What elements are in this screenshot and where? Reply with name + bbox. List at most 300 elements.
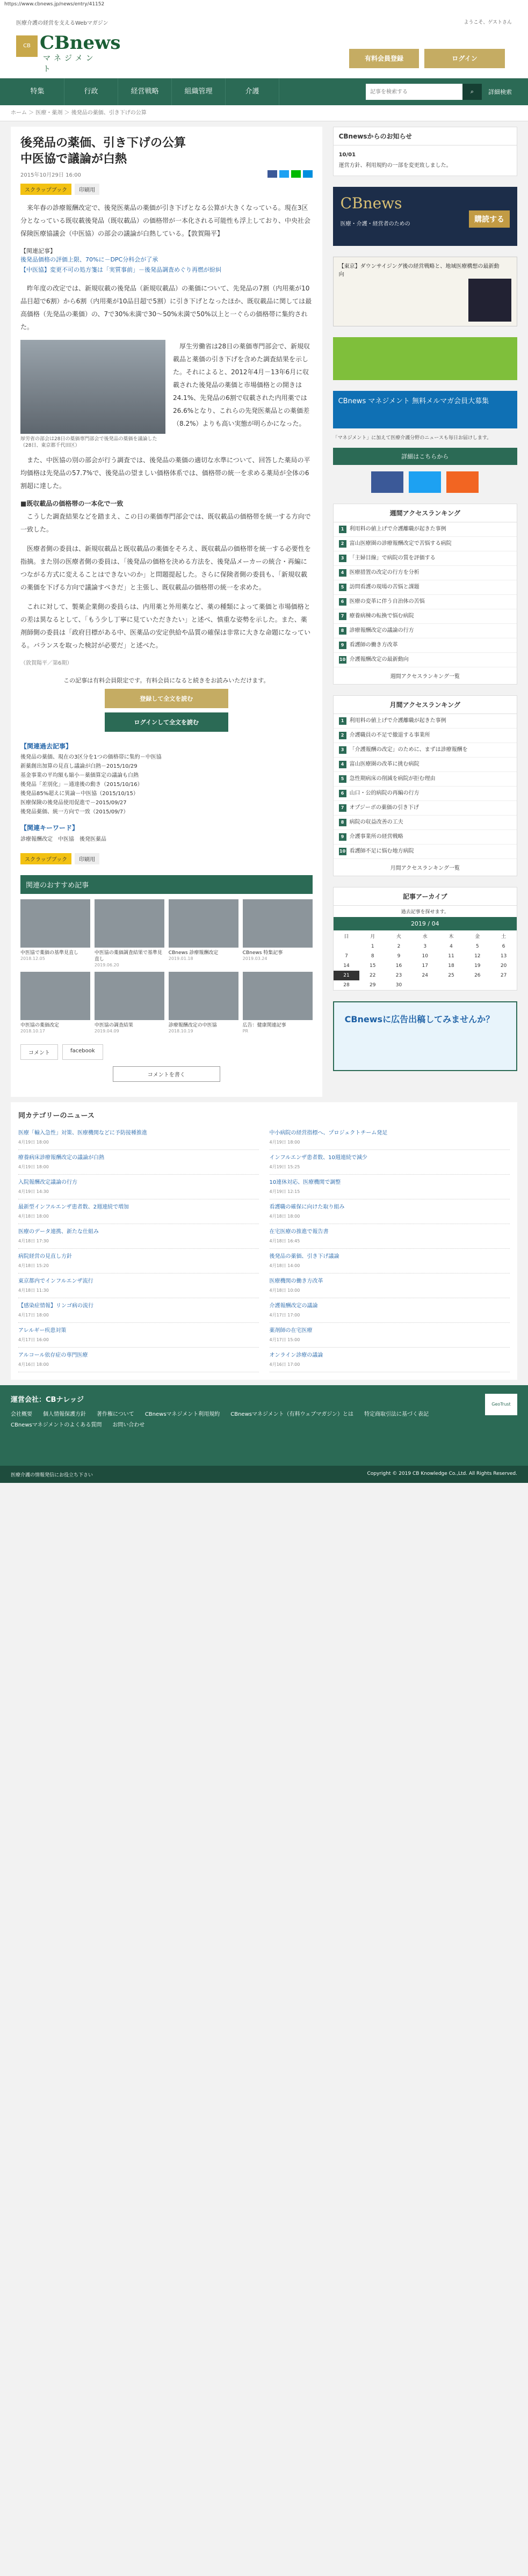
rank-number: 4	[339, 761, 346, 768]
category-date: 4月18日 18:00	[18, 1214, 49, 1219]
past-article-link[interactable]: 医療保険の後発品使用促進で－2015/09/27	[20, 799, 127, 806]
calendar-day[interactable]: 2	[397, 943, 401, 949]
intro-text: 「マネジメント」に加えて医療介護分野のニュースも毎日お届けします。	[332, 435, 492, 441]
rank-number: 8	[339, 627, 346, 635]
rec-thumb	[169, 972, 238, 1020]
logo-sub: マネジメント	[43, 54, 97, 74]
category-item[interactable]	[270, 1274, 510, 1298]
rank-title[interactable]: 医療の変革に伴う自治体の苦悩	[349, 598, 425, 605]
rec-card[interactable]	[95, 972, 164, 1034]
calendar-day[interactable]: 10	[422, 953, 428, 959]
rec-title[interactable]: 診療報酬改定の中医協	[168, 1023, 217, 1029]
calendar-weekday: 火	[396, 934, 401, 940]
nav-item-4[interactable]: 介護	[226, 78, 279, 105]
past-article-link[interactable]: 後発品「差別化」－通達後の動き（2015/10/16）	[20, 781, 143, 788]
category-heading: 同カテゴリーのニュース	[18, 1112, 95, 1120]
calendar-day[interactable]: 12	[474, 953, 481, 959]
rec-title[interactable]: 中医協の薬価改定	[20, 1023, 60, 1029]
calendar-day[interactable]: 4	[450, 943, 453, 949]
breadcrumb: ホーム ＞ 医療・薬剤 ＞ 後発品の薬価、引き下げの公算	[0, 105, 528, 121]
month-item[interactable]	[334, 772, 517, 787]
month-title[interactable]: オプジーボの薬価の引き下げ	[349, 804, 419, 811]
rec-thumb	[243, 972, 313, 1020]
rank-number: 2	[339, 732, 346, 739]
rec-date: 2018.10.19	[168, 1029, 193, 1034]
category-title[interactable]: 看護職の確保に向けた取り組み	[269, 1204, 345, 1211]
category-item[interactable]	[18, 1224, 259, 1249]
url-bar: https://www.cbnews.jp/news/entry/41152	[0, 0, 528, 9]
rank-title[interactable]: 訪問看護の現場の苦悩と課題	[349, 584, 419, 590]
rank-title[interactable]: 利用料の値上げで介護離職が起きた事例	[349, 526, 446, 532]
month-title[interactable]: 富山医療圏の改革に挑む病院	[349, 761, 419, 767]
copy-left: 医療介護の情報発信にお役立ち下さい	[11, 1473, 93, 1479]
category-title[interactable]: 療養病床診療報酬改定の議論が白熱	[18, 1155, 104, 1161]
rec-date: PR	[242, 1029, 249, 1034]
seminar-ad[interactable]	[333, 257, 517, 326]
rec-title[interactable]: CBnews 特集記事	[242, 950, 283, 956]
category-date: 4月18日 16:45	[269, 1239, 300, 1244]
month-title[interactable]: 看護師不足に悩む地方病院	[349, 848, 414, 854]
related-links	[20, 246, 313, 275]
category-item[interactable]	[18, 1298, 259, 1323]
calendar-weekday: 土	[501, 934, 507, 940]
calendar-day[interactable]: 17	[422, 963, 428, 969]
calendar-day[interactable]: 30	[395, 982, 402, 988]
calendar-weekday: 水	[422, 934, 428, 940]
calendar-month[interactable]: 2019 / 04	[334, 917, 517, 930]
figure-caption: 厚労省の部会は28日の薬価専門部会で後発品の薬価を議論した（28日、東京都千代田区）	[20, 436, 157, 449]
category-date: 4月18日 11:30	[18, 1288, 49, 1293]
banner-logo: CBnews	[340, 194, 402, 212]
rank-item[interactable]	[334, 551, 517, 566]
category-item[interactable]	[270, 1323, 510, 1348]
notice-text[interactable]: 運営方針、利用規約の一部を変更致しました。	[338, 163, 452, 169]
category-date: 4月16日 18:00	[18, 1362, 49, 1367]
calendar-day[interactable]: 21	[334, 971, 360, 980]
category-date: 4月19日 14:30	[18, 1189, 49, 1195]
rec-title[interactable]: 中医協の薬価調査結果で基準見直し	[94, 950, 162, 963]
category-title[interactable]: 最新型インフルエンザ患者数、2週連続で増加	[18, 1204, 129, 1211]
rank-number: 10	[339, 656, 346, 664]
rss-icon[interactable]	[446, 471, 479, 493]
paragraph-2: 昨年度の改定では、新規収載の後発品（新規収載品）の薬価について、先発品の7割（内用薬が10品目超で6割）から6割（内用薬が10品目超で5割）に引き下げとなったほか、既収載品に関しては最高価格（先発品の薬価）の、7で30%未満で30～50%未満で50%以上と一ぐらの価格帯に集約された。	[20, 284, 312, 331]
category-title[interactable]: 医療機関の働き方改革	[269, 1278, 323, 1285]
footer-link[interactable]: 著作権について	[97, 1411, 134, 1418]
calendar-day[interactable]: 27	[500, 972, 507, 978]
facebook-tab[interactable]: facebook	[62, 1044, 103, 1060]
category-item[interactable]	[270, 1175, 510, 1199]
calendar-day[interactable]: 11	[448, 953, 454, 959]
category-title[interactable]: 薬剤師の在宅医療	[269, 1328, 313, 1334]
site-header	[0, 9, 528, 78]
copyright: Copyright © 2019 CB Knowledge Co.,Ltd. All Rights Reserved.	[367, 1471, 517, 1477]
rec-card[interactable]	[169, 899, 238, 967]
rank-number: 9	[339, 833, 346, 841]
category-date: 4月18日 18:00	[269, 1214, 300, 1219]
category-item[interactable]	[270, 1150, 510, 1175]
related-link-1[interactable]: 【中医協】変更不可の処方箋は「実質事前」－後発品調査めぐり再燃が紛糾	[20, 266, 221, 274]
calendar-day	[438, 980, 465, 990]
campaign-ad[interactable]	[333, 337, 517, 380]
category-title[interactable]: 入院報酬改定議論の行方	[18, 1180, 77, 1186]
article-figure	[20, 340, 165, 449]
calendar-day[interactable]: 9	[397, 953, 401, 959]
rank-number: 9	[339, 642, 346, 649]
search-input[interactable]	[366, 84, 462, 100]
past-article-link[interactable]: 後発品85%超えに異論－中医協（2015/10/15）	[20, 790, 139, 797]
category-date: 4月19日 15:25	[269, 1165, 300, 1170]
calendar-day[interactable]: 7	[345, 953, 348, 959]
month-item[interactable]	[334, 801, 517, 816]
rec-card[interactable]	[20, 972, 90, 1034]
calendar-day	[412, 980, 438, 990]
rank-title[interactable]: 看護師の働き方改革	[349, 642, 398, 648]
rank-item[interactable]	[334, 580, 517, 595]
rank-item[interactable]	[334, 537, 517, 551]
month-item[interactable]	[334, 758, 517, 772]
calendar	[334, 930, 517, 990]
calendar-day[interactable]: 16	[395, 963, 402, 969]
rec-date: 2018.12.05	[20, 956, 45, 962]
month-title[interactable]: 急性期病床の削減を病院が拒む理由	[349, 775, 436, 782]
category-item[interactable]	[18, 1348, 259, 1372]
rec-card[interactable]	[95, 899, 164, 967]
calendar-day[interactable]: 1	[371, 943, 374, 949]
category-title[interactable]: 中小病院の経営指標へ、プロジェクトチーム発足	[269, 1130, 388, 1137]
rank-number: 8	[339, 819, 346, 826]
logo-text: CBnews	[40, 32, 121, 54]
rank-number: 5	[339, 775, 346, 783]
rank-number: 4	[339, 569, 346, 577]
archive-heading: 記事アーカイブ	[334, 887, 517, 906]
login-read-button[interactable]: ログインして全文を読む	[105, 712, 228, 732]
calendar-day	[490, 980, 517, 990]
related-list	[20, 741, 313, 842]
banner-button[interactable]: 購読する	[469, 210, 510, 228]
hatena-share-icon[interactable]	[303, 170, 313, 178]
month-title[interactable]: 介護事業所の経営戦略	[349, 833, 403, 840]
login-button[interactable]: ログイン	[424, 49, 505, 68]
rank-number: 2	[339, 540, 346, 548]
category-title[interactable]: 病院経営の見直し方針	[18, 1254, 72, 1260]
comment-tab[interactable]: コメント	[20, 1044, 58, 1060]
rank-number: 7	[339, 804, 346, 812]
rank-title[interactable]: 医療措置の改定の行方を分析	[349, 569, 419, 576]
rank-title[interactable]: 「主婦目線」で病院の質を評価する	[349, 555, 436, 561]
rank-number: 1	[339, 526, 346, 533]
calendar-weekday: 木	[449, 934, 454, 940]
article-main	[11, 127, 322, 1097]
rank-number: 3	[339, 555, 346, 562]
paragraph-7: これに対して、製薬企業側の委員らは、内用薬と外用薬など、薬の種類によって薬価と市場価格との差は異なるとして、「もう少し丁寧に見ていただきたい」と述べ、慎重な姿勢を示した。また、薬剤師側の委員は「政府目標がある中、医薬品の安定供給や品質の確保は非常に大きな命題になっている。バランスを取った検討が必要だ」と述べた。	[20, 602, 311, 649]
category-title[interactable]: 10連休対応、医療機関で調整	[269, 1180, 341, 1186]
category-item[interactable]	[270, 1298, 510, 1323]
write-comment-button[interactable]: コメントを書く	[113, 1066, 220, 1082]
calendar-day[interactable]: 8	[371, 953, 374, 959]
rank-number: 6	[339, 598, 346, 606]
article-title: 後発品の薬価、引き下げの公算 中医協で議論が白熱	[20, 136, 186, 166]
category-item[interactable]	[270, 1199, 510, 1224]
category-item[interactable]	[270, 1348, 510, 1372]
nav-item-1[interactable]: 行政	[64, 78, 118, 105]
month-item[interactable]	[334, 816, 517, 830]
footer-link[interactable]: CBnewsマネジメントのよくある質問	[11, 1422, 102, 1429]
rec-title[interactable]: 広告：健康関連記事	[242, 1023, 286, 1029]
copyright-bar	[0, 1466, 528, 1483]
paragraph-6: 医療者側の委員は、新規収載品と既収載品の薬価をそろえ、既収載品の価格帯を統一する必要性を指摘。また別の医療者側の委員は、「後発品の価格を決める方法を、後発品メーカーの統合・再編につながる方式に変えることはできないのか」と問題提起した。さらに保険者側の委員も、「新規収載の薬価を下げる方向で議論すべきだ」と主張し、既収載品の価格帯の統一を求めた。	[20, 544, 311, 591]
footer-link[interactable]: 会社概要	[11, 1411, 32, 1418]
subscribe-button[interactable]: 有料会員登録	[349, 49, 419, 68]
facebook-share-icon[interactable]	[267, 170, 277, 178]
paywall-box	[20, 676, 313, 732]
welcome-text: ようこそ、ゲストさん	[464, 20, 512, 25]
month-title[interactable]: 病院の収益改善の工夫	[349, 819, 403, 825]
category-date: 4月19日 18:00	[269, 1140, 300, 1145]
nav-item-3[interactable]: 組織管理	[172, 78, 226, 105]
category-title[interactable]: オンライン診療の議論	[269, 1352, 323, 1359]
rank-item[interactable]	[334, 609, 517, 624]
monthly-ranking-heading: 月間アクセスランキング	[334, 696, 517, 714]
rec-title[interactable]: 中医協の調査結果	[94, 1023, 133, 1029]
category-date: 4月19日 18:00	[18, 1140, 49, 1145]
rec-card[interactable]	[20, 899, 90, 967]
paragraph-5: こうした調査結果などを踏まえ、この日の薬価専門部会では、既収載品の価格帯を統一する方向で一致した。	[20, 512, 311, 533]
month-item[interactable]	[334, 845, 517, 859]
footer	[0, 1385, 528, 1466]
rec-title[interactable]: CBnews 診療報酬改定	[168, 950, 219, 956]
rec-card[interactable]	[169, 972, 238, 1034]
rec-thumb	[243, 899, 313, 948]
calendar-day[interactable]: 13	[500, 953, 507, 959]
month-item[interactable]	[334, 743, 517, 758]
line-share-icon[interactable]	[291, 170, 301, 178]
calendar-day[interactable]: 26	[474, 972, 481, 978]
keywords-heading: 【関連キーワード】	[20, 824, 79, 832]
category-date: 4月18日 15:20	[18, 1263, 49, 1269]
category-item[interactable]	[18, 1274, 259, 1298]
footer-link[interactable]: 個人情報保護方針	[43, 1411, 86, 1418]
calendar-day[interactable]: 19	[474, 963, 481, 969]
category-item[interactable]	[18, 1175, 259, 1199]
nav-item-0[interactable]: 特集	[11, 78, 64, 105]
rec-date: 2019.06.20	[94, 963, 119, 968]
rank-title[interactable]: 介護報酬改定の最新動向	[349, 656, 409, 663]
past-article-link[interactable]: 基金事業の平均額も縮小－薬価算定の議論も白熱	[20, 772, 139, 778]
nav-item-2[interactable]: 経営戦略	[118, 78, 172, 105]
scrapbook-button-bottom[interactable]: スクラップブック	[20, 853, 71, 864]
monthly-ranking-more[interactable]: 月間アクセスランキング一覧	[390, 865, 460, 871]
calendar-day[interactable]: 6	[502, 943, 505, 949]
calendar-day[interactable]: 29	[370, 982, 376, 988]
category-title[interactable]: 在宅医療の推進で報告書	[269, 1229, 329, 1235]
category-date: 4月17日 15:00	[269, 1337, 300, 1343]
month-item[interactable]	[334, 714, 517, 729]
article-date: 2015年10月29日 16:00	[20, 172, 81, 179]
past-article-link[interactable]: 後発品薬価、統一方向で一致（2015/09/7）	[20, 809, 129, 815]
rank-item[interactable]	[334, 566, 517, 580]
print-button-bottom[interactable]: 印刷用	[75, 853, 99, 864]
category-date: 4月19日 18:00	[18, 1165, 49, 1170]
rec-thumb	[20, 972, 90, 1020]
notice-date: 10/01	[338, 152, 356, 158]
category-date: 4月16日 17:00	[269, 1362, 300, 1367]
recommended-heading: 関連のおすすめ記事	[20, 875, 313, 894]
twitter-icon[interactable]	[409, 471, 441, 493]
category-item[interactable]	[18, 1323, 259, 1348]
rec-card[interactable]	[243, 972, 313, 1034]
calendar-day[interactable]: 20	[500, 963, 507, 969]
category-date: 4月18日 14:00	[269, 1263, 300, 1269]
calendar-day[interactable]: 28	[343, 982, 350, 988]
rec-thumb	[169, 899, 238, 948]
rec-date: 2019.04.09	[94, 1029, 119, 1034]
category-title[interactable]: インフルエンザ患者数、10週連続で減少	[269, 1155, 367, 1161]
advanced-search-link[interactable]: 詳細検索	[488, 89, 512, 96]
footer-link[interactable]: CBnewsマネジメント利用規約	[144, 1411, 220, 1418]
rank-item[interactable]	[334, 638, 517, 653]
paragraph-4: また、中医協の別の部会が行う調査では、後発品の薬価の適切な水準について、回答した薬局の平均価格は先発品の57.7%で、後発品の望ましい価格体系では、価格帯の統一を求める薬局が全体の6割超に達した。	[20, 456, 310, 490]
calendar-weekday: 金	[475, 934, 480, 940]
ad-inquiry-banner[interactable]: CBnewsに広告出稿してみませんか？	[333, 1001, 517, 1071]
site-logo[interactable]	[16, 31, 121, 74]
category-title[interactable]: 【感染症情報】リンゴ病の流行	[18, 1303, 93, 1309]
calendar-day[interactable]: 14	[343, 963, 350, 969]
twitter-share-icon[interactable]	[279, 170, 289, 178]
footer-heading: 運営会社：CBナレッジ	[11, 1396, 84, 1405]
category-item[interactable]	[270, 1125, 510, 1150]
rec-date: 2018.10.17	[20, 1029, 45, 1034]
rank-title[interactable]: 富山医療圏の診療報酬改定で苦悩する病院	[349, 540, 452, 547]
category-title[interactable]: 介護報酬改定の議論	[269, 1303, 318, 1309]
rank-item[interactable]	[334, 595, 517, 609]
category-item[interactable]	[18, 1199, 259, 1224]
calendar-day[interactable]: 18	[448, 963, 454, 969]
print-button[interactable]: 印刷用	[75, 184, 99, 195]
category-date: 4月18日 10:00	[269, 1288, 300, 1293]
related-link-0[interactable]: 後発品価格の評価上限、70%に－DPC分科会が了承	[20, 256, 158, 264]
paragraph-1: 来年春の診療報酬改定で、後発医薬品の薬価が引き下げとなる公算が大きくなっている。現在3区分となっている既収載後発品（既収載品）の価格帯が一本化される可能性も浮上しており、中央社会保険医療協議会（中医協）の部会の議論が白熱している。【敦賀陽平】	[20, 204, 311, 238]
category-date: 4月18日 17:30	[18, 1239, 49, 1244]
category-title[interactable]: 医療「輸入急性」対策、医療機関などに予防接種推進	[18, 1130, 147, 1137]
search-box	[366, 78, 528, 105]
category-title[interactable]: 東京都内でインフルエンザ流行	[18, 1278, 93, 1285]
calendar-day[interactable]: 24	[422, 972, 428, 978]
weekly-ranking-heading: 週間アクセスランキング	[334, 504, 517, 522]
category-item[interactable]	[18, 1125, 259, 1150]
detail-button[interactable]: 詳細はこちらから	[333, 448, 517, 465]
calendar-day[interactable]: 5	[475, 943, 479, 949]
category-news	[11, 1102, 517, 1380]
category-item[interactable]	[18, 1150, 259, 1175]
category-item[interactable]	[18, 1249, 259, 1274]
recommended-section	[20, 875, 313, 1039]
footer-link[interactable]: 特定商取引法に基づく表記	[364, 1411, 429, 1418]
calendar-day[interactable]: 22	[370, 972, 376, 978]
rank-item[interactable]	[334, 624, 517, 638]
meeting-photo	[20, 340, 165, 434]
category-title[interactable]: アレルギー疾患対策	[18, 1328, 67, 1334]
mailmag-ad[interactable]: CBnews マネジメント 無料メルマガ会員大募集	[333, 391, 517, 428]
category-item[interactable]	[270, 1224, 510, 1249]
rank-number: 10	[339, 848, 346, 855]
seminar-ad-photo	[468, 279, 511, 322]
rank-item[interactable]	[334, 522, 517, 537]
rank-number: 6	[339, 790, 346, 797]
category-title[interactable]: 後発品の薬価、引き下げ議論	[269, 1254, 339, 1260]
sidebar	[333, 127, 517, 1097]
calendar-day[interactable]: 15	[370, 963, 376, 969]
share-buttons	[267, 170, 313, 178]
category-title[interactable]: 医療のデータ連携、新たな仕組み	[18, 1229, 99, 1235]
rec-thumb	[95, 972, 164, 1020]
month-title[interactable]: 介護職員の不足で撤退する事業所	[349, 732, 430, 738]
rec-card[interactable]	[243, 899, 313, 967]
calendar-day	[464, 980, 490, 990]
rec-thumb	[95, 899, 164, 948]
calendar-weekday: 月	[370, 934, 375, 940]
month-item[interactable]	[334, 830, 517, 845]
month-title[interactable]: 利用料の値上げで介護離職が起きた事例	[349, 717, 446, 724]
past-article-link[interactable]: 後発品の薬価、現在の3区分を1つの価格帯に集約－中医協	[20, 754, 162, 760]
category-item[interactable]	[270, 1249, 510, 1274]
geotrust-icon: GeoTrust	[485, 1394, 517, 1415]
notice-heading: CBnewsからのお知らせ	[334, 127, 517, 145]
category-date: 4月19日 12:15	[269, 1189, 300, 1195]
rank-item[interactable]	[334, 653, 517, 667]
month-item[interactable]	[334, 729, 517, 743]
weekly-ranking-more[interactable]: 週間アクセスランキング一覧	[390, 673, 460, 680]
register-read-button[interactable]: 登録して全文を読む	[105, 689, 228, 708]
subscribe-banner[interactable]	[333, 187, 517, 246]
calendar-day[interactable]: 3	[423, 943, 427, 949]
subheading-1: ■既収載品の価格帯の一本化で一致	[20, 499, 124, 507]
search-icon[interactable]: ⌕	[462, 84, 482, 100]
rec-title[interactable]: 中医協で薬価の基準見直し	[20, 950, 79, 956]
seminar-ad-text: 【東京】ダウンサイジング後の経営戦略と、地域医療構想の最新動向	[338, 264, 500, 278]
tagline: 医療介護の経営を支えるWebマガジン	[16, 20, 109, 26]
main-nav	[0, 78, 528, 105]
facebook-icon[interactable]	[371, 471, 403, 493]
related-heading: 【関連記事】	[20, 248, 56, 255]
rec-date: 2019.01.18	[168, 956, 193, 962]
footer-link[interactable]: CBnewsマネジメント（有料ウェブマガジン）とは	[230, 1411, 354, 1418]
paywall-note: この記事は有料会員限定です。有料会員になると続きをお読みいただけます。	[63, 676, 270, 684]
month-title[interactable]: 「介護報酬の改定」のために、まずは診療報酬を	[349, 746, 468, 753]
month-item[interactable]	[334, 787, 517, 801]
footer-link[interactable]: お問い合わせ	[112, 1422, 145, 1429]
rank-number: 7	[339, 613, 346, 620]
rec-date: 2019.03.24	[242, 956, 267, 962]
calendar-day[interactable]: 25	[448, 972, 454, 978]
calendar-weekday: 日	[344, 934, 349, 940]
rec-thumb	[20, 899, 90, 948]
logo-mark-icon: CB	[16, 35, 38, 57]
calendar-day[interactable]: 23	[395, 972, 402, 978]
past-articles-heading: 【関連過去記事】	[20, 742, 73, 750]
category-title[interactable]: アルコール依存症の専門医療	[18, 1352, 88, 1359]
keywords[interactable]: 診療報酬改定 中医協 後発医薬品	[20, 836, 106, 842]
rank-title[interactable]: 療養病棟の転換で悩む病院	[349, 613, 414, 619]
banner-sub: 医療・介護・経営者のための	[340, 221, 410, 227]
rank-title[interactable]: 診療報酬改定の議論の行方	[349, 627, 414, 634]
rank-number: 1	[339, 717, 346, 725]
month-title[interactable]: 山口・公的病院の再編の行方	[349, 790, 419, 796]
scrapbook-button[interactable]: スクラップブック	[20, 184, 71, 195]
paragraph-3: 厚生労働省は28日の薬価専門部会で、新規収載品と薬価の引き下げを含めた調査結果を示した。それによると、2012年4月－13年6月に収載された後発品の薬価と市場価格との開きは24.1%、先発品の6割で収載された内用薬では26.6%となり、これらの先発医薬品との薬価差（8.2%）よりも高い実態が明らかになった。	[173, 342, 310, 427]
past-article-link[interactable]: 新薬創出加算の見直し議論が白熱－2015/10/29	[20, 763, 138, 769]
author: （敦賀陽平／第6期）	[20, 660, 73, 666]
rank-number: 3	[339, 746, 346, 754]
